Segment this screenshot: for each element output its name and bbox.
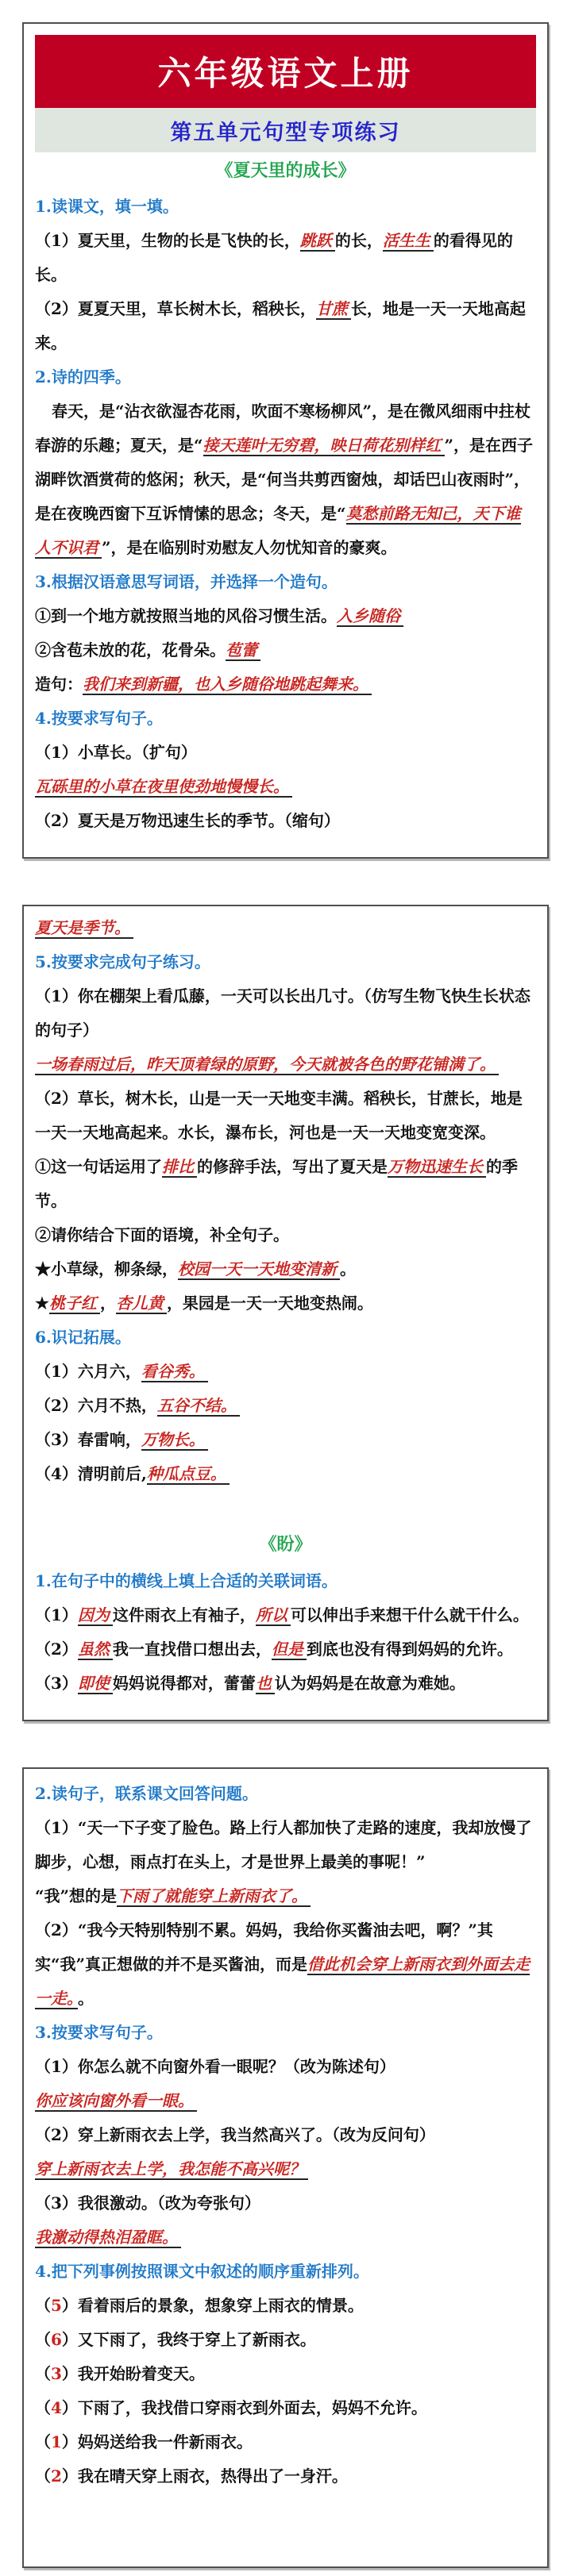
text-run: ①这一句话运用了 [35,1157,162,1177]
text-run: 。 [340,1259,356,1279]
header-run: 3.按要求写句子。 [35,2022,163,2042]
answer-run: 3 [51,2363,62,2383]
text-run: （1）“天一下子变了脸色。路上行人都加快了走路的速度，我却放慢了脚步，心想，雨点打在头上，才是世界上最美的事呢！” [35,1817,532,1871]
text-run: （1）夏天里，生物的长是飞快的长， [35,231,300,251]
text-run: （2）夏夏天里，草长树木长，稻秧长， [35,299,316,319]
question-header [35,565,536,599]
text-run: （1）小草长。（扩句） [35,743,197,763]
question-header [35,1564,536,1598]
worksheet-box-3 [22,1767,549,2568]
text-run: （ [35,2397,51,2417]
question-text [35,1150,536,1218]
answer-run: 因为 [78,1605,113,1626]
answer-line [35,1048,536,1082]
text-run: 造句： [35,675,83,694]
question-text [35,1218,536,1252]
answer-run: 看谷秀。 [141,1362,208,1382]
question-header [35,2016,536,2050]
worksheet-box-1 [22,22,549,859]
text-run: （2） [35,1639,78,1659]
page-subtitle: 第五单元句型专项练习 [170,120,401,145]
subtitle-band [35,108,536,152]
question-text [35,736,536,770]
question-text [35,2391,536,2425]
question-text [35,1286,536,1321]
answer-run: 我激动得热泪盈眶。 [35,2228,181,2248]
text-run: ，果园是一天一天地变热闹。 [166,1294,373,1313]
question-header [35,360,536,394]
answer-run: 排比 [162,1157,197,1178]
question-text [35,2357,536,2391]
text-run: ）下雨了，我找借口穿雨衣到外面去，妈妈不允许。 [61,2397,427,2417]
text-run: 可以伸出手来想干什么就干什么。 [290,1605,529,1624]
text-run: 的长， [334,231,383,251]
question-header [35,1777,536,1811]
answer-run: 跳跃 [300,231,335,252]
question-text [35,633,536,667]
answer-run: 万物长。 [141,1430,208,1451]
question-text [35,2050,536,2084]
question-text [35,1355,536,1389]
text-run: ”，是在西子湖畔饮酒赏荷的悠闲；秋天，是“何当共剪西窗烛，却话巴山夜雨时”，是在夜晚西窗下互诉情愫的思念；冬天，是“ [35,436,534,524]
answer-run: 夏天是季节。 [35,918,133,939]
question-text [35,1082,536,1150]
answer-run: 借此机会穿上新雨衣到外面去走一走。 [35,1954,530,2008]
text-run: （1）你怎么就不向窗外看一眼呢？（改为陈述句） [35,2056,395,2076]
header-run: 2.诗的四季。 [35,367,131,387]
text-run: 这件雨衣上有袖子， [112,1605,256,1624]
section-title [35,152,536,190]
answer-run: 4 [51,2397,62,2417]
question-text [35,394,536,565]
text-run: ★ [35,1294,49,1313]
text-run: （2）草长，树木长，山是一天一天地变丰满。稻秧长，甘蔗长，地是一天一天地高起来。水长，瀑布长，河也是一天一天地变宽变深。 [35,1089,523,1143]
answer-run: 接天莲叶无穷碧，映日荷花别样红 [203,436,445,456]
title-banner [35,35,536,108]
text-run: ★小草绿，柳条绿， [35,1259,178,1279]
text-run: 。 [78,1988,94,2008]
text-run: 认为妈妈是在故意为难她。 [274,1673,465,1693]
answer-run: 穿上新雨衣去上学，我怎能不高兴呢？ [35,2159,308,2180]
text-run: 长，地是一天一天地高起来。 [35,299,526,353]
text-run: ”，是在临别时劝慰友人勿忧知音的豪爽。 [102,538,397,558]
text-run: ）妈妈送给我一件新雨衣。 [61,2432,253,2451]
question-text [35,224,536,292]
question-header [35,190,536,224]
text-run: （2）六月不热， [35,1396,157,1416]
text-run: ）又下雨了，我终于穿上了新雨衣。 [61,2329,316,2349]
page-title: 六年级语文上册 [157,54,414,93]
question-text [35,292,536,360]
question-text [35,1632,536,1667]
question-text [35,2459,536,2493]
question-header [35,945,536,979]
text-run: 到底也没有得到妈妈的允许。 [306,1639,513,1659]
answer-run: 万物迅速生长 [388,1157,486,1178]
question-header [35,702,536,736]
answer-run: 6 [51,2329,62,2349]
answer-run: 下雨了就能穿上新雨衣了。 [117,1886,311,1907]
question-text [35,1879,536,1913]
answer-run: 桃子红 [49,1294,100,1314]
text-run: 的看得见的长。 [35,231,513,285]
header-run: 3.根据汉语意思写词语，并选择一个造句。 [35,572,338,592]
answer-run: 瓦砾里的小草在夜里使劲地慢慢长。 [35,777,292,798]
text-run: （ [35,2466,51,2486]
question-text [35,599,536,633]
text-run: （2）夏天是万物迅速生长的季节。（缩句） [35,811,340,831]
answer-run: 甘蔗 [316,299,351,320]
text-run: （3） [35,1673,78,1693]
question-text [35,979,536,1048]
answer-run: 我们来到新疆，也入乡随俗地跳起舞来。 [83,675,372,695]
answer-run: 苞蕾 [226,640,260,661]
text-run: （4）清明前后, [35,1464,147,1484]
answer-run: 但是 [272,1640,307,1660]
text-run: 的季节。 [35,1157,518,1211]
question-text [35,804,536,838]
question-text [35,1667,536,1701]
answer-line [35,2220,536,2255]
question-text [35,2323,536,2357]
answer-run: 入乡随俗 [337,606,403,627]
text-run: ①到一个地方就按照当地的风俗习惯生活。 [35,606,337,626]
text-run: ）我开始盼着变天。 [61,2363,205,2383]
answer-run: 一场春雨过后，昨天顶着绿的原野，今天就被各色的野花铺满了。 [35,1055,499,1075]
answer-run: 即使 [78,1674,113,1694]
answer-run: 所以 [256,1605,291,1626]
answer-run: 五谷不结。 [157,1396,240,1417]
section-run: 《夏天里的成长》 [215,160,356,181]
text-run: （2）“我今天特别特别不累。妈妈，我给你买酱油去吧，啊？”其实“我”真正想做的并不是买酱油，而是 [35,1920,493,1974]
text-run: ②含苞未放的花，花骨朵。 [35,640,226,660]
text-run: （1）六月六， [35,1362,141,1382]
answer-line [35,770,536,804]
answer-line [35,911,536,945]
text-run: （2）穿上新雨衣去上学，我当然高兴了。（改为反问句） [35,2124,435,2144]
header-run: 1.在句子中的横线上填上合适的关联词语。 [35,1571,338,1590]
question-text [35,1389,536,1423]
text-run: （ [35,2432,51,2451]
question-text [35,2186,536,2220]
text-run: ②请你结合下面的语境，补全句子。 [35,1225,289,1245]
header-run: 2.读句子，联系课文回答问题。 [35,1783,258,1803]
text-run: （ [35,2295,51,2315]
text-run: （1） [35,1605,78,1624]
answer-run: 2 [51,2466,62,2486]
question-text [35,2118,536,2152]
text-run: ）看着雨后的景象，想象穿上雨衣的情景。 [61,2295,364,2315]
question-header [35,2255,536,2289]
answer-run: 5 [51,2295,62,2315]
text-run: 我一直找借口想出去， [112,1639,272,1659]
answer-run: 活生生 [383,231,434,252]
answer-line [35,2084,536,2118]
text-run: “我”想的是 [35,1886,118,1905]
answer-run: 杏儿黄 [116,1294,167,1314]
worksheet-box-2 [22,905,549,1721]
answer-run: 莫愁前路无知己，天下谁人不识君 [35,504,521,558]
section-title [35,1526,536,1563]
text-run: （1）你在棚架上看瓜藤，一天可以长出几寸。（仿写生物飞快生长状态的句子） [35,986,530,1040]
question-text [35,1598,536,1632]
text-run: （3）春雷响， [35,1430,141,1450]
question-header [35,1321,536,1355]
answer-run: 虽然 [78,1640,113,1660]
header-run: 4.按要求写句子。 [35,709,163,729]
text-run: 春天，是“沾衣欲湿杏花雨，吹面不寒杨柳风”，是在微风细雨中拄杖春游的乐趣；夏天，是“ [35,402,531,456]
question-text [35,1457,536,1491]
question-text [35,2425,536,2459]
answer-run: 校园一天一天地变清新 [178,1259,340,1280]
text-run: （ [35,2329,51,2349]
header-run: 4.把下列事例按照课文中叙述的顺序重新排列。 [35,2261,369,2281]
header-run: 6.识记拓展。 [35,1328,131,1348]
answer-run: 你应该向窗外看一眼。 [35,2091,197,2112]
header-run: 5.按要求完成句子练习。 [35,952,210,972]
question-text [35,1252,536,1286]
answer-run: 1 [51,2432,62,2451]
question-text [35,1913,536,2016]
text-run: （ [35,2363,51,2383]
question-text [35,2289,536,2323]
question-text [35,1811,536,1879]
header-run: 1.读课文，填一填。 [35,197,179,217]
answer-run: 也 [256,1674,275,1694]
text-run: 的修辞手法，写出了夏天是 [197,1157,388,1177]
section-run: 《盼》 [259,1534,312,1555]
answer-run: 种瓜点豆。 [147,1464,230,1485]
text-run: 妈妈说得都对，蕾蕾 [112,1673,256,1693]
text-run: ， [99,1294,116,1313]
question-text [35,1423,536,1457]
text-run: ）我在晴天穿上雨衣，热得出了一身汗。 [61,2466,348,2486]
question-text [35,667,536,702]
text-run: （3）我很激动。（改为夸张句） [35,2193,260,2213]
answer-line [35,2152,536,2186]
